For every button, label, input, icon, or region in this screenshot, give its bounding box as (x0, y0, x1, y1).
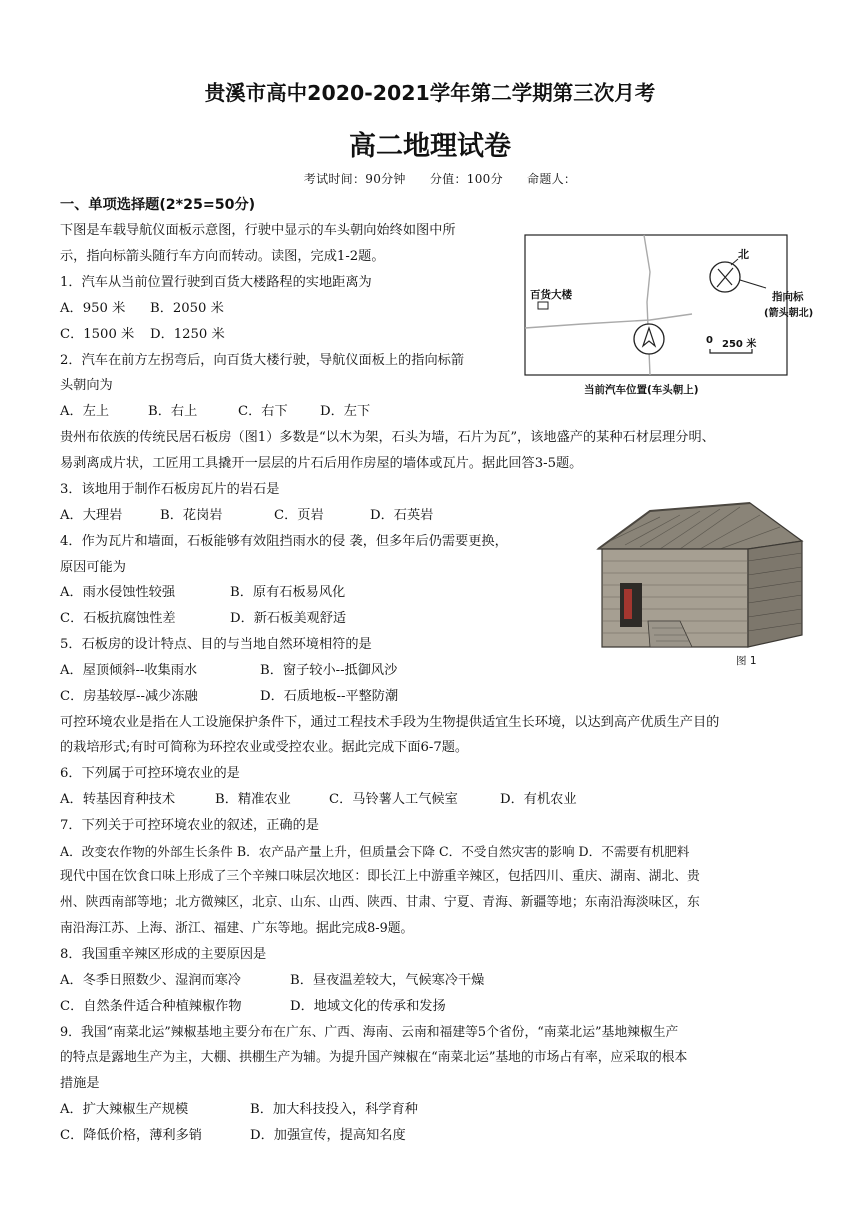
q9-option-b: B．加大科技投入，科学育种 (250, 1102, 418, 1117)
q1-option-c: C．1500 米 (60, 327, 135, 342)
q6-option-a: A．转基因育种技术 (60, 792, 176, 807)
q6-option-c: C．马铃薯人工气候室 (329, 792, 458, 807)
q8-option-c: C．自然条件适合种植辣椒作物 (60, 999, 242, 1014)
q8-option-b: B．昼夜温差较大，气候寒冷干燥 (290, 973, 485, 988)
q5-option-d: D．石质地板--平整防潮 (260, 689, 399, 704)
q1-option-a: A．950 米 (60, 301, 126, 316)
q2-option-b: B．右上 (148, 404, 198, 419)
q3-option-b: B．花岗岩 (160, 508, 223, 523)
intro4-line2: 州、陕西南部等地；北方微辣区，北京、山东、山西、陕西、甘肃、宁夏、青海、新疆等地；东南沿海淡味区，东 (60, 895, 700, 910)
q9-stem-line1: 9．我国“南菜北运”辣椒基地主要分布在广东、广西、海南、云南和福建等5个省份，“南菜北运”基地辣椒生产 (60, 1025, 679, 1040)
q9-option-c: C．降低价格，薄利多销 (60, 1128, 202, 1143)
door-interior (624, 589, 632, 619)
nav-caption: 当前汽车位置(车头朝上) (584, 384, 699, 396)
pointer-note: (箭头朝北) (764, 308, 814, 319)
intro4-line3: 南沿海江苏、上海、浙江、福建、广东等地。据此完成8-9题。 (60, 921, 414, 936)
exam-title: 贵溪市高中2020-2021学年第二学期第三次月考 (204, 81, 656, 105)
building-label: 百货大楼 (530, 289, 572, 301)
exam-score: 分值：100分 (429, 172, 503, 186)
q8-option-a: A．冬季日照数少、湿润而寒冷 (60, 973, 241, 988)
q2-stem-line1: 2．汽车在前方左拐弯后，向百货大楼行驶，导航仪面板上的指向标箭 (60, 353, 465, 368)
q7-options: A．改变农作物的外部生长条件 B．农产品产量上升，但质量会下降 C．不受自然灾害的影响 D．不需要有机肥料 (60, 844, 690, 859)
q1-option-b: B．2050 米 (150, 301, 224, 316)
intro3-line1: 可控环境农业是指在人工设施保护条件下，通过工程技术手段为生物提供适宜生长环境，以达到高产优质生产目的 (60, 715, 720, 730)
q6-option-d: D．有机农业 (500, 792, 577, 807)
q4-option-c: C．石板抗腐蚀性差 (60, 611, 176, 626)
intro2-line1: 贵州布依族的传统民居石板房（图1）多数是“以木为架，石头为墙，石片为瓦”，该地盛产的某种石材层理分明、 (60, 430, 715, 445)
exam-info (0, 170, 860, 187)
q3-option-d: D．石英岩 (370, 508, 434, 523)
section-heading: 一、单项选择题(2*25=50分) (60, 197, 256, 213)
q5-stem: 5．石板房的设计特点、目的与当地自然环境相符的是 (60, 637, 372, 652)
q1-option-d: D．1250 米 (150, 327, 225, 342)
q9-stem-line2: 的特点是露地生产为主，大棚、拱棚生产为辅。为提升国产辣椒在“南菜北运”基地的市场占有率，应采取的根本 (60, 1050, 688, 1065)
q3-stem: 3．该地用于制作石板房瓦片的岩石是 (60, 482, 280, 497)
q2-option-a: A．左上 (60, 404, 110, 419)
q6-stem: 6．下列属于可控环境农业的是 (60, 766, 240, 781)
q4-stem-line1: 4．作为瓦片和墙面，石板能够有效阻挡雨水的侵 袭，但多年后仍需要更换， (60, 534, 508, 549)
building-marker (538, 302, 548, 309)
q8-stem: 8．我国重辛辣区形成的主要原因是 (60, 947, 267, 962)
q5-option-a: A．屋顶倾斜--收集雨水 (60, 663, 198, 678)
intro2-line2: 易剥离成片状，工匠用工具撬开一层层的片石后用作房屋的墙体或瓦片。据此回答3-5题。 (60, 456, 583, 471)
scale-zero: 0 (706, 335, 713, 346)
q9-option-d: D．加强宣传，提高知名度 (250, 1128, 406, 1143)
stone-house-illustration (580, 497, 820, 672)
stone-house-figure (580, 497, 820, 672)
exam-time: 考试时间：90分钟 (303, 172, 406, 186)
north-label: 北 (738, 248, 749, 261)
q3-option-c: C．页岩 (274, 508, 324, 523)
road-horizontal (525, 314, 692, 328)
q1-stem: 1．汽车从当前位置行驶到百货大楼路程的实地距离为 (60, 275, 372, 290)
scale-value: 250 米 (722, 339, 757, 350)
intro3-line2: 的栽培形式;有时可简称为环控农业或受控农业。据此完成下面6-7题。 (60, 740, 469, 755)
q9-stem-line3: 措施是 (60, 1076, 100, 1091)
q2-stem-line2: 头朝向为 (60, 378, 113, 393)
q2-option-d: D．左下 (320, 404, 371, 419)
q9-option-a: A．扩大辣椒生产规模 (60, 1102, 189, 1117)
q3-option-a: A．大理岩 (60, 508, 123, 523)
q4-option-b: B．原有石板易风化 (230, 585, 346, 600)
navigation-map-svg (522, 232, 792, 402)
q5-option-b: B．窗子较小--抵御风沙 (260, 663, 398, 678)
intro4-line1: 现代中国在饮食口味上形成了三个辛辣口味层次地区：即长江上中游重辛辣区，包括四川、重庆、湖南、湖北、贵 (60, 869, 700, 884)
exam-setter: 命题人： (527, 172, 577, 186)
q4-option-a: A．雨水侵蚀性较强 (60, 585, 176, 600)
exam-subtitle: 高二地理试卷 (349, 131, 511, 162)
intro1-line1: 下图是车载导航仪面板示意图，行驶中显示的车头朝向始终如图中所 (60, 223, 456, 238)
q4-option-d: D．新石板美观舒适 (230, 611, 347, 626)
house-caption: 图 1 (736, 655, 757, 667)
north-leader-line (731, 259, 738, 265)
navigation-figure (522, 232, 814, 402)
q7-stem: 7．下列关于可控环境农业的叙述，正确的是 (60, 818, 319, 833)
intro1-line2: 示，指向标箭头随行车方向而转动。读图，完成1-2题。 (60, 249, 385, 264)
q4-stem-line2: 原因可能为 (60, 560, 126, 575)
q2-option-c: C．右下 (238, 404, 288, 419)
q5-option-c: C．房基较厚--减少冻融 (60, 689, 198, 704)
pointer-leader-line (740, 280, 766, 288)
q8-option-d: D．地域文化的传承和发扬 (290, 999, 446, 1014)
pointer-label: 指向标 (772, 291, 804, 303)
q6-option-b: B．精准农业 (215, 792, 291, 807)
